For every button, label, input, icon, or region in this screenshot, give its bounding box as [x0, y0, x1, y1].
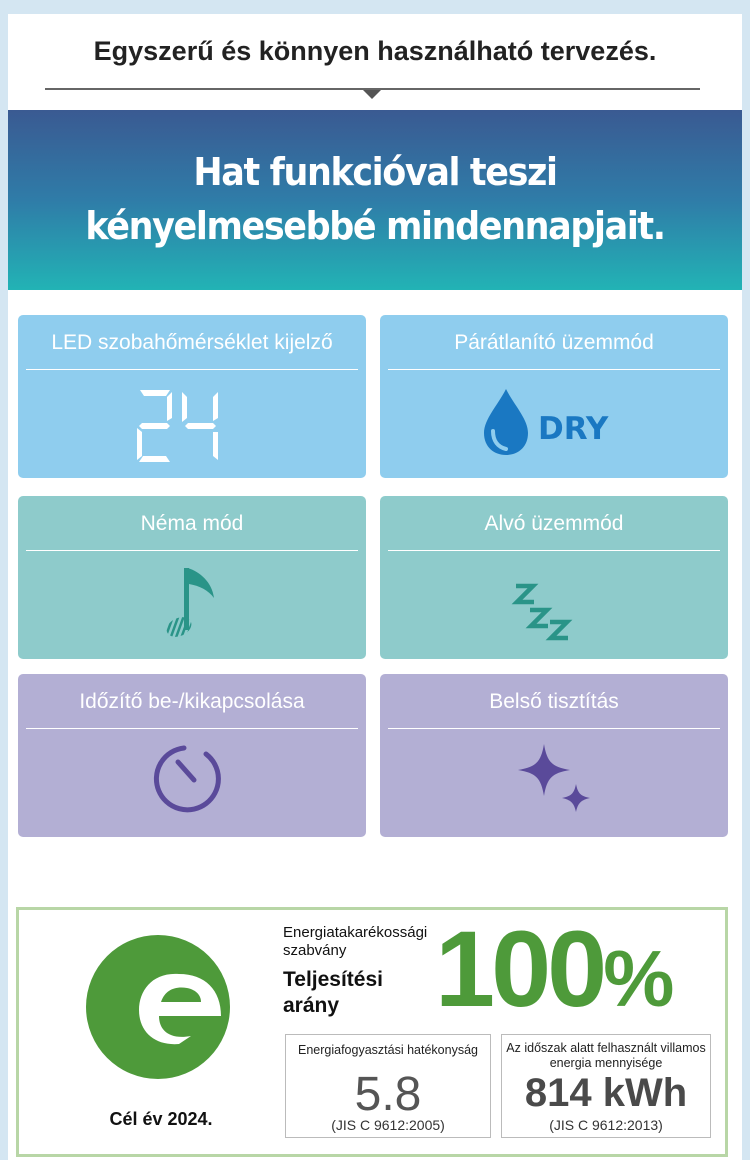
- feature-divider: [388, 728, 720, 729]
- standard-label: Energiatakarékossági szabvány: [283, 924, 428, 959]
- product-page: [8, 14, 742, 1160]
- target-year: Cél év 2024.: [109, 1109, 213, 1129]
- feature-title: Alvó üzemmód: [484, 512, 624, 535]
- feature-title: Belső tisztítás: [489, 690, 619, 713]
- banner-headline-line-1: Hat funkcióval teszi: [193, 150, 557, 194]
- feature-divider: [26, 550, 358, 551]
- efficiency-standard: (JIS C 9612:2005): [331, 1117, 445, 1133]
- energy-efficiency-panel: [16, 907, 728, 1157]
- consumption-label: Az időszak alatt felhasznált villamos energia mennyisége: [506, 1041, 706, 1070]
- efficiency-value: 5.8: [354, 1068, 422, 1121]
- efficiency-label: Energiafogyasztási hatékonyság: [298, 1043, 478, 1057]
- feature-card-timer: [18, 674, 366, 837]
- feature-card-sleep-mode: [380, 496, 728, 659]
- consumption-value: 814 kWh: [524, 1071, 688, 1115]
- energy-e-logo-icon: [83, 932, 233, 1082]
- performance-label: Teljesítési arány: [283, 968, 383, 1017]
- consumption-standard: (JIS C 9612:2013): [549, 1117, 663, 1133]
- achievement-percentage: [435, 908, 675, 1034]
- feature-card-dry-mode: [380, 315, 728, 478]
- feature-title: Néma mód: [140, 512, 244, 535]
- consumption-box: [501, 1034, 711, 1138]
- feature-card-internal-cleaning: [380, 674, 728, 837]
- banner-headline-line-2: kényelmesebbé mindennapjait.: [85, 204, 665, 248]
- caret-down-icon: [363, 90, 381, 99]
- percent-sign: %: [603, 934, 675, 1023]
- feature-divider: [26, 728, 358, 729]
- music-note-icon: [18, 554, 366, 654]
- percent-value: 100: [435, 908, 604, 1029]
- sparkle-icon: [380, 732, 728, 832]
- led-digits-icon: [18, 373, 366, 473]
- feature-divider: [388, 550, 720, 551]
- feature-card-silent-mode: [18, 496, 366, 659]
- water-drop-icon: [484, 389, 528, 455]
- feature-divider: [388, 369, 720, 370]
- feature-divider: [26, 369, 358, 370]
- efficiency-box: [285, 1034, 491, 1138]
- zzz-icon: [380, 554, 728, 654]
- feature-card-led-display: [18, 315, 366, 478]
- page-title: Egyszerű és könnyen használható tervezés.: [93, 36, 657, 66]
- feature-title: Időzítő be-/kikapcsolása: [79, 690, 305, 713]
- feature-banner: [8, 110, 742, 290]
- feature-title: Párátlanító üzemmód: [454, 331, 654, 354]
- dry-label: DRY: [538, 411, 609, 447]
- feature-title: LED szobahőmérséklet kijelző: [51, 331, 333, 354]
- timer-icon: [18, 732, 366, 832]
